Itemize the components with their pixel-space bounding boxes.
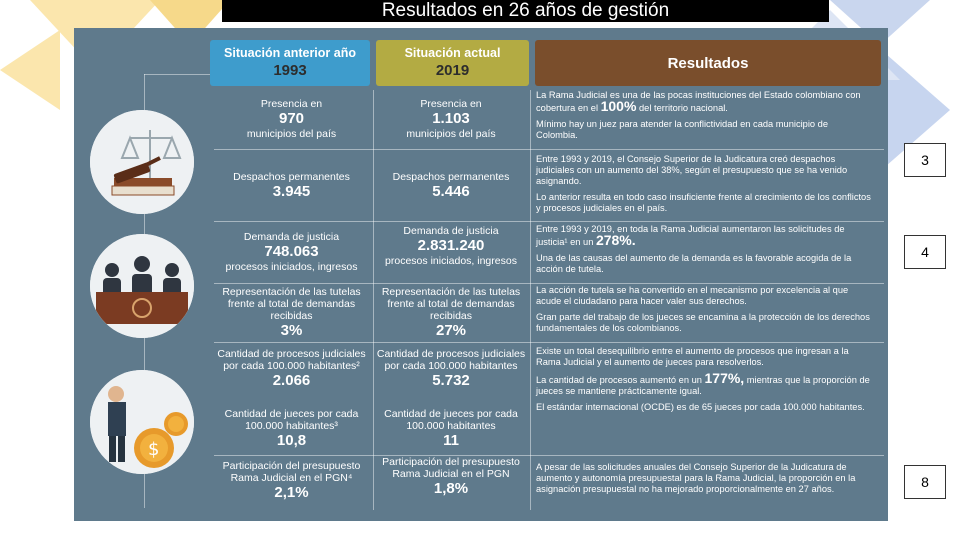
row1-actual-post: municipios del país xyxy=(406,128,496,140)
row3-anterior-post: procesos iniciados, ingresos xyxy=(225,261,358,273)
row5-anterior xyxy=(214,348,369,390)
row3-anterior-value: 748.063 xyxy=(264,243,319,260)
row-separator xyxy=(214,455,884,456)
header-anterior xyxy=(210,40,370,86)
header-anterior-label: Situación anterior año xyxy=(224,46,356,60)
result-1b: Mínimo hay un juez para atender la conflictividad en cada municipio de Colombia. xyxy=(536,119,828,140)
page-number-box: 3 xyxy=(904,143,946,177)
result-5b-post: mientras que la proporción de jueces se mantiene prácticamente igual. xyxy=(536,375,870,396)
row3-anterior-pre: Demanda de justicia xyxy=(243,231,340,243)
row-separator xyxy=(214,221,884,222)
result-5b-highlight: 177%, xyxy=(704,370,745,386)
result-2a: Entre 1993 y 2019, el Consejo Superior de la Judicatura creó despachos judiciales con un aumento del 38%, según el presupuesto que se ha venido asignando. xyxy=(536,154,848,186)
row1-anterior-post: municipios del país xyxy=(246,128,337,140)
header-resultados-label: Resultados xyxy=(667,54,749,72)
row6-anterior-pre: Cantidad de jueces por cada 100.000 habitantes³ xyxy=(224,408,359,432)
row2-anterior xyxy=(214,171,369,201)
header-actual xyxy=(376,40,529,86)
row2-actual-pre: Despachos permanentes xyxy=(392,171,510,183)
row7-anterior-pre: Participación del presupuesto Rama Judicial en el PGN⁴ xyxy=(222,460,361,484)
row1-actual xyxy=(376,98,526,140)
col-separator-2 xyxy=(530,90,531,510)
row1-anterior-value: 970 xyxy=(278,110,305,127)
slide-title: Resultados en 26 años de gestión xyxy=(222,0,829,22)
result-4b: Gran parte del trabajo de los jueces se encamina a la protección de los derechos fundamentales de los colombianos. xyxy=(536,312,870,333)
result-6: A pesar de las solicitudes anuales del Consejo Superior de la Judicatura de aumento y autonomía presupuestal para la Rama Judicial, la proporción en la asignación presupuestal no ha mejorado proporcionalmente en 27 años. xyxy=(536,462,856,494)
row6-anterior-value: 10,8 xyxy=(276,432,307,449)
row4-actual xyxy=(376,286,526,340)
result-5c: El estándar internacional (OCDE) es de 65 jueces por cada 100.000 habitantes. xyxy=(536,402,865,412)
result-4 xyxy=(536,285,871,339)
gavel-icon xyxy=(90,110,194,214)
header-actual-year: 2019 xyxy=(435,62,470,79)
header-anterior-year: 1993 xyxy=(273,62,307,79)
row1-actual-pre: Presencia en xyxy=(420,98,482,110)
row2-anterior-value: 3.945 xyxy=(272,183,311,200)
row3-actual xyxy=(376,225,526,267)
result-3a-pre: Entre 1993 y 2019, en toda la Rama Judicial aumentaron las solicitudes de justicia¹ en un xyxy=(536,224,845,247)
result-5a: Existe un total desequilibrio entre el aumento de procesos que ingresan a la Rama Judicial y el aumento de jueces para resolverlos. xyxy=(536,346,849,367)
courtroom-icon xyxy=(90,234,194,338)
result-4a: La acción de tutela se ha convertido en el mecanismo por excelencia al que acude el ciudadano para hacer valer sus derechos. xyxy=(536,285,849,306)
row7-anterior xyxy=(214,460,369,502)
row7-actual-value: 1,8% xyxy=(433,480,469,497)
row5-actual xyxy=(376,348,526,390)
infographic xyxy=(74,28,888,521)
header-actual-label: Situación actual xyxy=(404,46,501,60)
row-separator xyxy=(214,342,884,343)
result-3 xyxy=(536,224,871,280)
result-1a-post: del territorio nacional. xyxy=(636,103,728,113)
result-1a-pre: La Rama Judicial es una de las pocas instituciones del Estado colombiano con cobertura en el xyxy=(536,90,861,113)
row5-anterior-pre: Cantidad de procesos judiciales por cada 100.000 habitantes² xyxy=(217,348,366,372)
row5-actual-pre: Cantidad de procesos judiciales por cada 100.000 habitantes xyxy=(376,348,526,372)
row4-actual-pre: Representación de las tutelas frente al total de demandas recibidas xyxy=(381,286,521,322)
businessman-coins-icon xyxy=(90,370,194,474)
result-3b: Una de las causas del aumento de la demanda es la favorable acogida de la acción de tutela. xyxy=(536,253,852,274)
row2-anterior-pre: Despachos permanentes xyxy=(233,171,350,183)
row6-actual-value: 11 xyxy=(443,432,459,449)
left-connector-top xyxy=(144,74,210,75)
row6-actual xyxy=(376,408,526,450)
result-5 xyxy=(536,346,871,418)
row1-anterior xyxy=(214,98,369,140)
result-2 xyxy=(536,154,871,219)
row3-anterior xyxy=(214,231,369,273)
row2-actual-value: 5.446 xyxy=(432,183,470,200)
row4-anterior-pre: Representación de las tutelas frente al total de demandas recibidas xyxy=(222,286,361,322)
row3-actual-post: procesos iniciados, ingresos xyxy=(385,255,517,267)
row5-anterior-value: 2.066 xyxy=(272,372,311,389)
page-number-box: 8 xyxy=(904,465,946,499)
row7-anterior-value: 2,1% xyxy=(274,484,309,501)
row4-anterior xyxy=(214,286,369,340)
page-number-box: 4 xyxy=(904,235,946,269)
row3-actual-value: 2.831.240 xyxy=(417,237,485,254)
row-separator xyxy=(214,149,884,150)
row4-actual-value: 27% xyxy=(435,322,467,339)
row4-anterior-value: 3% xyxy=(280,322,303,339)
result-6 xyxy=(536,462,871,500)
row7-actual xyxy=(376,456,526,498)
row6-actual-pre: Cantidad de jueces por cada 100.000 habitantes xyxy=(384,408,518,432)
row6-anterior xyxy=(214,408,369,450)
row2-actual xyxy=(376,171,526,201)
result-1 xyxy=(536,90,871,146)
row-separator xyxy=(214,283,884,284)
svg-text:$: $ xyxy=(148,439,160,460)
col-separator-1 xyxy=(373,90,374,510)
result-3a-highlight: 278%. xyxy=(595,232,636,248)
row1-actual-value: 1.103 xyxy=(432,110,470,127)
row5-actual-value: 5.732 xyxy=(432,372,470,389)
row7-actual-pre: Participación del presupuesto Rama Judicial en el PGN xyxy=(382,456,520,480)
row3-actual-pre: Demanda de justicia xyxy=(403,225,499,237)
header-resultados xyxy=(535,40,881,86)
result-2b: Lo anterior resulta en todo caso insuficiente frente al crecimiento de los conflictos y procesos judiciales en el país. xyxy=(536,192,871,213)
row1-anterior-pre: Presencia en xyxy=(260,98,323,110)
result-5b-pre: La cantidad de procesos aumentó en un xyxy=(536,375,705,385)
result-1a-highlight: 100% xyxy=(600,98,637,114)
